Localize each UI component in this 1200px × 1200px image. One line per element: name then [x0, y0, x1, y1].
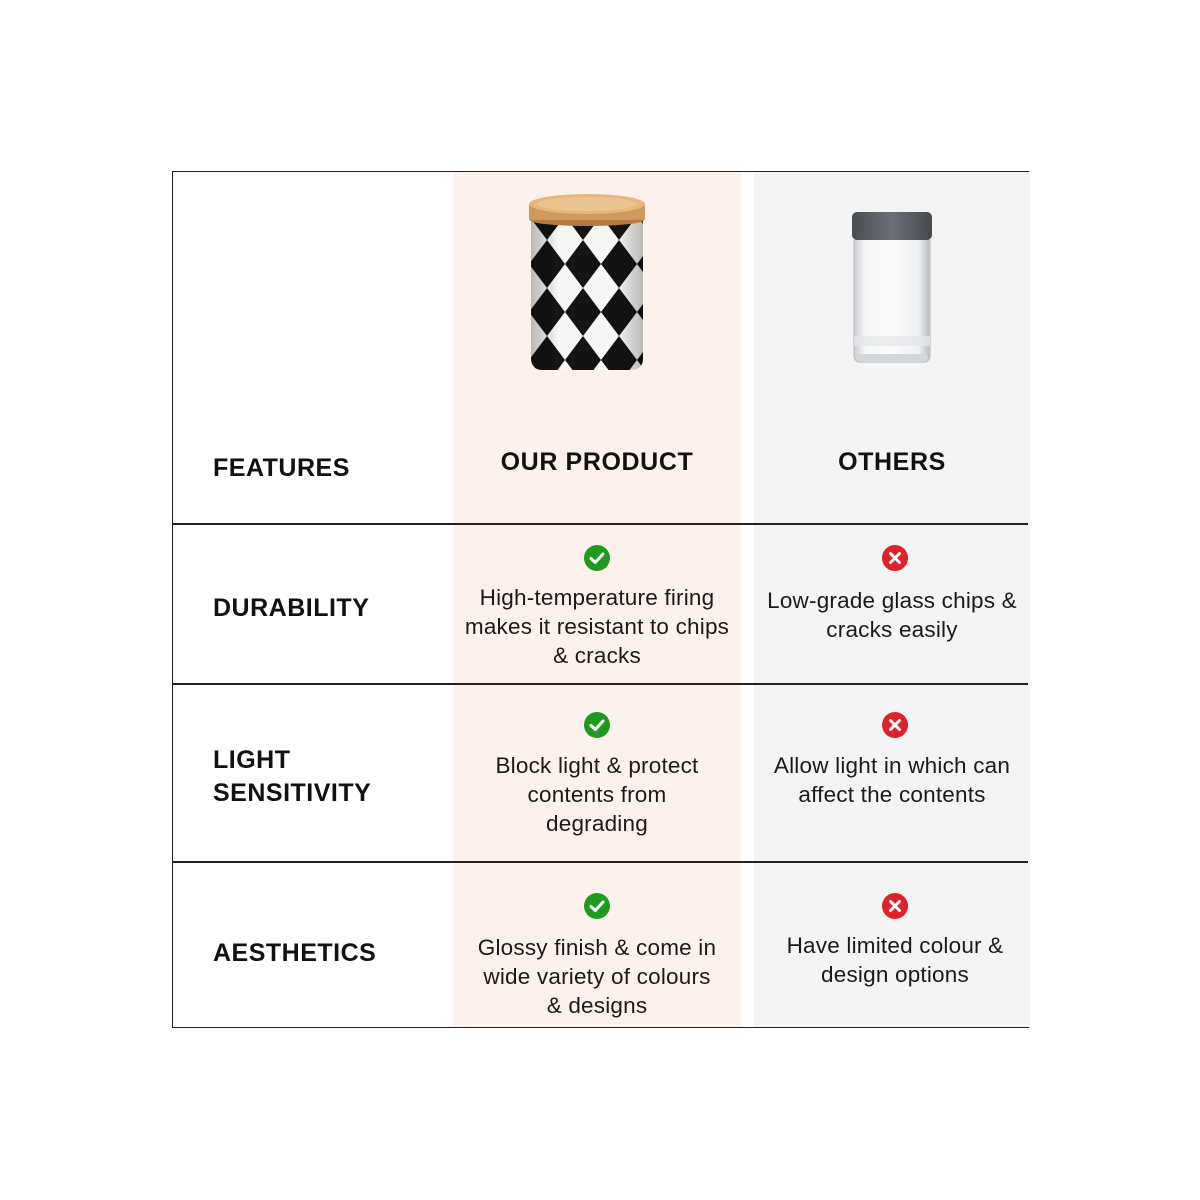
others-durability-text: Low-grade glass chips & cracks easily — [767, 588, 1017, 642]
our-light-text: Block light & protect contents from degrading — [495, 753, 699, 836]
check-circle-icon — [583, 711, 611, 739]
features-heading: FEATURES — [213, 454, 350, 482]
feature-light-sensitivity: LIGHT SENSITIVITY — [213, 746, 372, 807]
feature-durability: DURABILITY — [213, 594, 370, 622]
row-divider — [173, 523, 1028, 525]
our-product-heading: OUR PRODUCT — [500, 448, 694, 476]
others-light-text: Allow light in which can affect the contents — [773, 753, 1011, 807]
comparison-table — [172, 171, 1029, 1028]
row-divider — [173, 683, 1028, 685]
x-circle-icon — [881, 711, 909, 739]
glass-jar-image — [845, 208, 939, 368]
row-divider — [173, 861, 1028, 863]
check-circle-icon — [583, 544, 611, 572]
ceramic-jar-image — [523, 186, 651, 376]
others-aesthetics-text: Have limited colour & design options — [786, 933, 1004, 987]
our-aesthetics-text: Glossy finish & come in wide variety of colours & designs — [477, 935, 717, 1018]
check-circle-icon — [583, 892, 611, 920]
x-circle-icon — [881, 892, 909, 920]
feature-aesthetics: AESTHETICS — [213, 939, 377, 967]
our-durability-text: High-temperature firing makes it resistant to chips & cracks — [464, 585, 730, 668]
others-heading: OTHERS — [838, 448, 946, 476]
x-circle-icon — [881, 544, 909, 572]
